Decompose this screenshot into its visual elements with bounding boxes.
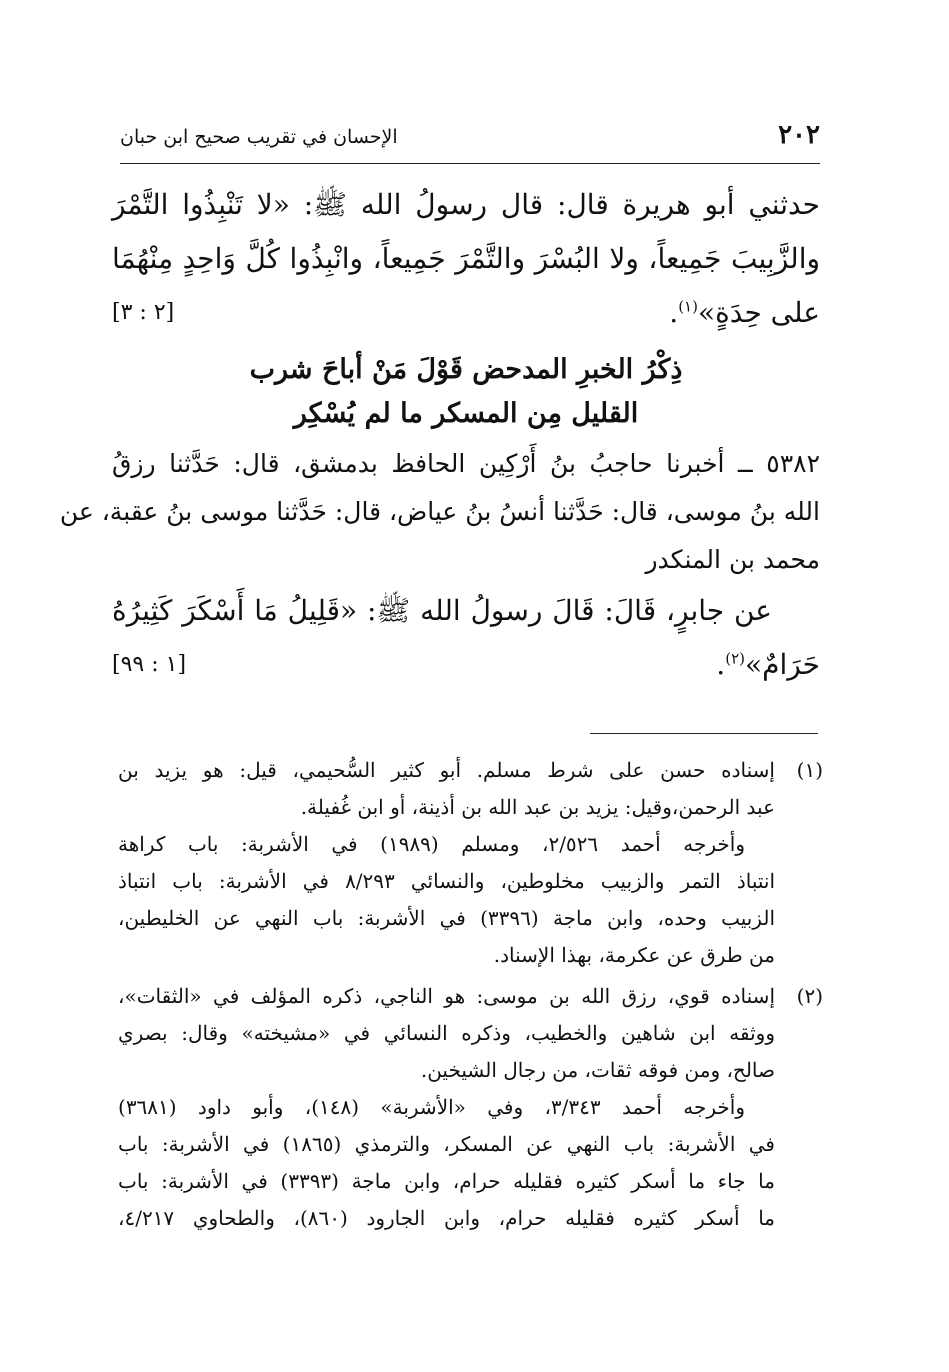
footnote-line: ما أسكر كثيره فقليله حرام، وابن الجارود (٨٦٠)، والطحاوي ٤/٢١٧،: [118, 1206, 775, 1230]
footnote-line: ما جاء ما أسكر كثيره فقليله حرام، وابن ماجة (٣٣٩٣) في الأشربة: باب: [118, 1169, 775, 1193]
footnote-line: انتباذ التمر والزبيب مخلوطين، والنسائي ٨/٢٩٣ في الأشربة: باب انتباذ: [118, 869, 776, 893]
chapter-title-line: القليل مِن المسكر ما لم يُسْكِر: [293, 398, 639, 429]
page-number: ٢٠٢: [778, 120, 820, 150]
footnote: [118, 752, 823, 974]
volume-reference: [٢ : ٣]: [112, 300, 175, 325]
text-line: [112, 286, 820, 340]
footnote-line: الزبيب وحده، وابن ماجة (٣٣٩٦) في الأشربة: باب النهي عن الخليطين،: [118, 906, 775, 930]
header-rule: [120, 163, 820, 164]
footnote-marker: (٢): [725, 649, 745, 668]
text-fragment: على حِدَةٍ»: [697, 296, 820, 329]
footnote-line: صالح، ومن فوقه ثقات، من رجال الشيخين.: [420, 1058, 775, 1082]
footnote-line: وأخرجه أحمد ٢/٥٢٦، ومسلم (١٩٨٩) في الأشربة: باب كراهة: [118, 832, 745, 856]
text-line: والزَّبِيبَ جَمِيعاً، ولا البُسْرَ والتَّمْرَ جَمِيعاً، وانْبِذُوا كُلَّ وَاحِدٍ مِنْهُمَا: [112, 242, 820, 275]
running-title: الإحسان في تقريب صحيح ابن حبان: [120, 126, 398, 148]
period: .: [716, 648, 726, 681]
main-text: [59, 178, 820, 692]
footnote-line: من طرق عن عكرمة، بهذا الإسناد.: [493, 943, 775, 967]
page-header: [120, 120, 820, 160]
text-fragment: حَرَامٌ»: [744, 648, 820, 681]
chapter-title: [112, 348, 820, 436]
footnote-line: في الأشربة: باب النهي عن المسكر، والترمذي (١٨٦٥) في الأشربة: باب: [118, 1132, 775, 1156]
footnote-number: (٢): [796, 984, 823, 1008]
text-line: حدثني أبو هريرة قال: قال رسولُ الله ﷺ: «لا تَنْبِذُوا التَّمْرَ: [112, 188, 820, 221]
hadith-line: محمد بن المنكدر: [645, 545, 820, 574]
footnote-line: إسناده قوي، رزق الله بن موسى: هو الناجي، ذكره المؤلف في «الثقات»،: [118, 984, 775, 1008]
footnote: [118, 978, 823, 1237]
text-line: عن جابرٍ، قَالَ: قَالَ رسولُ الله ﷺ: «قَلِيلُ مَا أَسْكَرَ كَثِيرُهُ: [112, 594, 772, 627]
text-line: [112, 638, 820, 692]
footnote-line: عبد الرحمن،وقيل: يزيد بن عبد الله بن أذينة، أو ابن غُفيلة.: [300, 795, 775, 819]
period: .: [669, 296, 679, 329]
chapter-title-line: ذِكْرُ الخبرِ المدحض قَوْلَ مَنْ أباحَ شرب: [249, 354, 683, 385]
hadith-line: الله بنُ موسى، قال: حَدَّثنا أنسُ بنُ عياض، قال: حَدَّثنا موسى بنُ عقبة، عن: [59, 497, 820, 526]
footnote-line: إسناده حسن على شرط مسلم. أبو كثير السُّحيمي، قيل: هو يزيد بن: [118, 758, 775, 782]
footnote-line: وأخرجه أحمد ٣/٣٤٣، وفي «الأشربة» (١٤٨)، وأبو داود (٣٦٨١): [118, 1095, 745, 1119]
volume-reference: [١ : ٩٩]: [112, 652, 187, 677]
footnotes: [118, 752, 823, 1241]
footnote-marker: (١): [678, 297, 698, 316]
footnote-number: (١): [796, 758, 823, 782]
hadith-line: ٥٣٨٢ ــ أخبرنا حاجبُ بنُ أَرْكِين الحافظ بدمشق، قال: حَدَّثنا رزقُ: [112, 449, 820, 478]
footnote-rule: [590, 733, 818, 734]
footnote-line: ووثقه ابن شاهين والخطيب، وذكره النسائي في «مشيخته» وقال: بصري: [118, 1021, 775, 1045]
